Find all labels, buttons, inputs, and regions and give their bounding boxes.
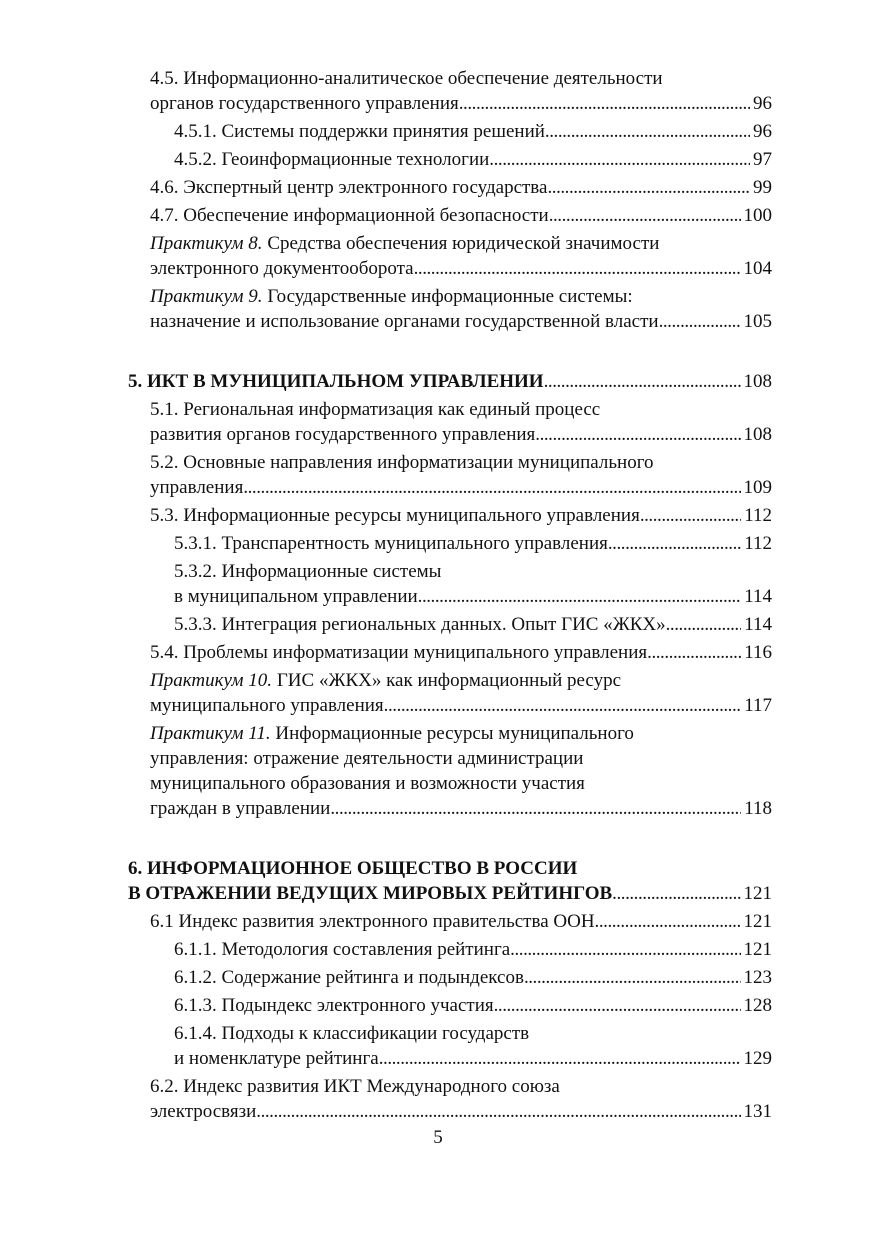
toc-entry-text: электросвязи (150, 1101, 257, 1122)
dot-leader (459, 91, 750, 116)
toc-page-number: 121 (743, 883, 772, 904)
dot-leader (524, 965, 741, 990)
page-number: 5 (433, 1127, 443, 1148)
dot-leader (330, 796, 741, 821)
toc-entry-6-1-4 (174, 1021, 772, 1071)
toc-entry-practicum-9 (150, 284, 772, 334)
toc-page-number: 108 (743, 371, 772, 392)
toc-entry-5-3-2 (174, 559, 772, 609)
toc-page-number: 97 (753, 149, 772, 170)
toc-page-number: 100 (743, 205, 772, 226)
toc-page-number: 116 (744, 642, 772, 663)
table-of-contents (128, 66, 772, 1127)
toc-entry-text: управления: отражение деятельности администрации (150, 748, 584, 769)
toc-entry-text: назначение и использование органами государственной власти (150, 311, 659, 332)
dot-leader (608, 531, 741, 556)
toc-entry-text: 5.3. Информационные ресурсы муниципального управления (150, 505, 640, 526)
toc-entry-text: 4.7. Обеспечение информационной безопасности (150, 205, 549, 226)
toc-entry-text: муниципального управления (150, 695, 384, 716)
toc-entry-text: 6.2. Индекс развития ИКТ Международного союза (150, 1076, 560, 1097)
toc-page-number: 96 (753, 121, 772, 142)
toc-page-number: 121 (743, 939, 772, 960)
toc-entry-text: 6.1.3. Подындекс электронного участия (174, 995, 494, 1016)
toc-entry-text: в муниципальном управлении (174, 586, 418, 607)
toc-page-number: 128 (743, 995, 772, 1016)
toc-entry-text: 5.4. Проблемы информатизации муниципального управления (150, 642, 648, 663)
toc-entry-6-1-2 (174, 965, 772, 990)
toc-entry-text: 6.1.2. Содержание рейтинга и подындексов (174, 967, 524, 988)
toc-entry-5-2 (150, 450, 772, 500)
toc-entry-5-1 (150, 397, 772, 447)
toc-entry-text: 6.1.4. Подходы к классификации государств (174, 1023, 530, 1044)
toc-page-number: 123 (743, 967, 772, 988)
toc-entry-text: 6.1 Индекс развития электронного правительства ООН (150, 911, 595, 932)
toc-entry-5-3 (150, 503, 772, 528)
toc-chapter-6 (128, 856, 772, 906)
dot-leader (414, 256, 741, 281)
chapter-title: 6. ИНФОРМАЦИОННОЕ ОБЩЕСТВО В РОССИИ (128, 858, 578, 879)
toc-chapter-5 (128, 369, 772, 394)
toc-entry-text: 5.3.3. Интеграция региональных данных. Опыт ГИС «ЖКХ» (174, 614, 666, 635)
toc-entry-6-1-3 (174, 993, 772, 1018)
toc-page-number: 96 (753, 93, 772, 114)
toc-entry-text: электронного документооборота (150, 258, 414, 279)
toc-entry-text: 5.2. Основные направления информатизации муниципального (150, 452, 654, 473)
dot-leader (379, 1046, 741, 1071)
toc-entry-text: 4.5.2. Геоинформационные технологии (174, 149, 490, 170)
toc-entry-6-1-1 (174, 937, 772, 962)
toc-entry-text: 6.1.1. Методология составления рейтинга (174, 939, 511, 960)
chapter-title: В ОТРАЖЕНИИ ВЕДУЩИХ МИРОВЫХ РЕЙТИНГОВ (128, 883, 613, 904)
toc-entry-4-5 (150, 66, 772, 116)
toc-page-number: 99 (753, 177, 772, 198)
practicum-label: Практикум 9. (150, 286, 263, 307)
toc-page-number: 129 (743, 1048, 772, 1069)
toc-entry-text: 5.3.2. Информационные системы (174, 561, 442, 582)
dot-leader (595, 909, 741, 934)
chapter-title: 5. ИКТ В МУНИЦИПАЛЬНОМ УПРАВЛЕНИИ (128, 371, 544, 392)
toc-page-number: 118 (744, 798, 772, 819)
toc-entry-5-4 (150, 640, 772, 665)
dot-leader (612, 881, 740, 906)
toc-page-number: 109 (743, 477, 772, 498)
practicum-label: Практикум 10. (150, 670, 273, 691)
dot-leader (666, 612, 742, 637)
toc-page-number: 121 (743, 911, 772, 932)
dot-leader (494, 993, 741, 1018)
toc-entry-6-2 (150, 1074, 772, 1124)
toc-page-number: 112 (744, 533, 772, 554)
dot-leader (418, 584, 742, 609)
toc-entry-text: Государственные информационные системы: (262, 286, 633, 307)
toc-entry-text: развития органов государственного управления (150, 424, 536, 445)
toc-page-number: 112 (744, 505, 772, 526)
toc-entry-4-6 (150, 175, 772, 200)
dot-leader (243, 475, 740, 500)
toc-entry-practicum-11 (150, 721, 772, 821)
toc-page-number: 114 (744, 586, 772, 607)
toc-entry-5-3-1 (174, 531, 772, 556)
toc-entry-text: Средства обеспечения юридической значимости (262, 233, 660, 254)
toc-entry-text: и номенклатуре рейтинга (174, 1048, 379, 1069)
toc-entry-text: 4.6. Экспертный центр электронного государства (150, 177, 548, 198)
dot-leader (489, 147, 750, 172)
dot-leader (547, 175, 750, 200)
toc-entry-text: органов государственного управления (150, 93, 459, 114)
dot-leader (544, 369, 741, 394)
practicum-label: Практикум 11. (150, 723, 271, 744)
toc-entry-text: граждан в управлении (150, 798, 331, 819)
toc-page-number: 104 (743, 258, 772, 279)
toc-entry-text: управления (150, 477, 244, 498)
practicum-label: Практикум 8. (150, 233, 263, 254)
toc-entry-4-5-1 (174, 119, 772, 144)
dot-leader (647, 640, 741, 665)
dot-leader (535, 422, 740, 447)
dot-leader (545, 119, 750, 144)
toc-entry-5-3-3 (174, 612, 772, 637)
toc-entry-text: муниципального образования и возможности участия (150, 773, 585, 794)
toc-entry-practicum-8 (150, 231, 772, 281)
dot-leader (384, 693, 742, 718)
dot-leader (659, 309, 741, 334)
toc-entry-4-7 (150, 203, 772, 228)
dot-leader (256, 1099, 740, 1124)
dot-leader (549, 203, 741, 228)
toc-entry-4-5-2 (174, 147, 772, 172)
toc-entry-text: 4.5. Информационно-аналитическое обеспечение деятельности (150, 68, 663, 89)
toc-page-number: 114 (744, 614, 772, 635)
toc-entry-text: ГИС «ЖКХ» как информационный ресурс (272, 670, 622, 691)
toc-entry-text: 4.5.1. Системы поддержки принятия решений (174, 121, 545, 142)
toc-page-number: 105 (743, 311, 772, 332)
toc-page-number: 108 (743, 424, 772, 445)
toc-entry-text: Информационные ресурсы муниципального (270, 723, 634, 744)
toc-entry-practicum-10 (150, 668, 772, 718)
toc-entry-text: 5.3.1. Транспарентность муниципального управления (174, 533, 608, 554)
toc-entry-text: 5.1. Региональная информатизация как единый процесс (150, 399, 601, 420)
dot-leader (640, 503, 741, 528)
toc-entry-6-1 (150, 909, 772, 934)
toc-page-number: 131 (743, 1101, 772, 1122)
toc-page-number: 117 (744, 695, 772, 716)
dot-leader (510, 937, 740, 962)
